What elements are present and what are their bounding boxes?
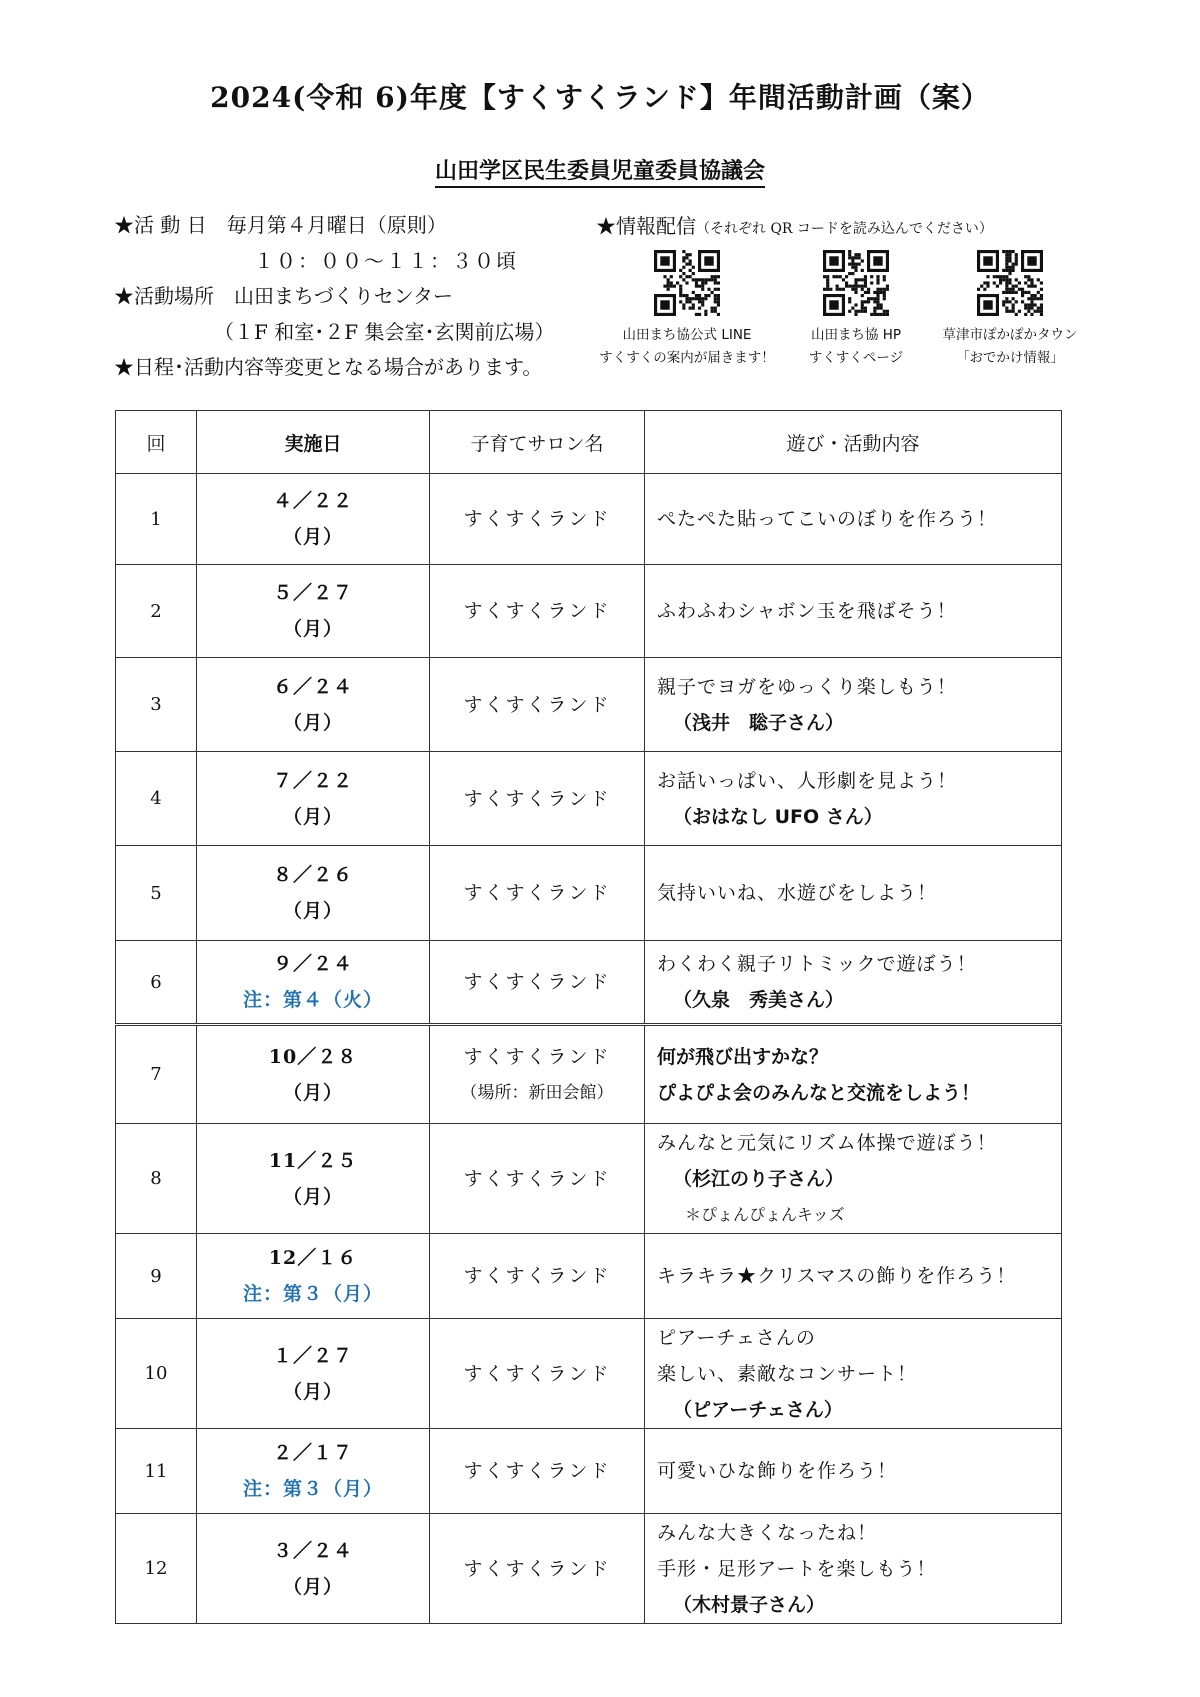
table-row [116, 1319, 1062, 1429]
row-num: 2 [116, 565, 197, 658]
qr-caption-hp-2: すくすくページ [808, 350, 904, 366]
date-value: ８／２６ [272, 864, 353, 886]
qr-caption-line-1: 山田まち協公式 LINE [622, 327, 752, 343]
row-date [197, 1514, 430, 1624]
activity-place: ★活動場所 山田まちづくりセンター [114, 284, 453, 308]
qr-caption-hp [766, 324, 946, 370]
row-salon: すくすくランド [430, 474, 645, 565]
activity-place-detail: （１F 和室･２F 集会室･玄関前広場） [214, 319, 555, 344]
row-num: 5 [116, 846, 197, 941]
row-activity [645, 1429, 1062, 1514]
date-value: 12／１６ [268, 1247, 358, 1269]
qr-caption-hp-1: 山田まち協 HP [810, 327, 902, 343]
row-date [197, 1025, 430, 1124]
row-num: 8 [116, 1124, 197, 1234]
row-num: 6 [116, 941, 197, 1025]
date-note: 注：第４（火） [242, 989, 383, 1011]
qr-caption-town-1: 草津市ぽかぽかタウン [942, 327, 1078, 343]
activity-info [114, 208, 554, 386]
row-salon [430, 1025, 645, 1124]
table-row [116, 941, 1062, 1025]
table-row [116, 752, 1062, 846]
qr-caption-town [920, 324, 1100, 370]
row-salon: すくすくランド [430, 941, 645, 1025]
activity-day: ★活 動 日 毎月第４月曜日（原則） [114, 213, 447, 237]
activity-text: キラキラ★クリスマスの飾りを作ろう！ [657, 1265, 1017, 1287]
row-activity [645, 1124, 1062, 1234]
date-note: 注：第３（月） [242, 1478, 383, 1500]
activity-text: みんな大きくなったね！ [657, 1521, 878, 1544]
date-weekday: （月） [282, 711, 343, 734]
qr-code-hp-icon[interactable] [823, 250, 889, 316]
salon-place: （場所：新田会館） [460, 1082, 614, 1103]
qr-heading-note: （それぞれ QR コードを読み込んでください） [696, 221, 993, 237]
row-num: 3 [116, 658, 197, 752]
table-row [116, 565, 1062, 658]
row-num: 1 [116, 474, 197, 565]
table-header-row [116, 411, 1062, 474]
activity-extra: ＊ぴょんぴょんキッズ [685, 1204, 845, 1224]
date-weekday: （月） [282, 1380, 343, 1403]
qr-code-line-icon[interactable] [654, 250, 720, 316]
header-date: 実施日 [197, 411, 430, 474]
document-title: 2024(令和 6)年度【すくすくランド】年間活動計画（案） [210, 81, 990, 114]
activity-guest: （木村景子さん） [673, 1593, 826, 1616]
row-date [197, 1319, 430, 1429]
date-value: 11／２５ [268, 1149, 358, 1172]
activity-text: 親子でヨガをゆっくり楽しもう！ [657, 675, 957, 698]
row-salon: すくすくランド [430, 752, 645, 846]
salon-name: すくすくランド [463, 1045, 611, 1068]
table-row [116, 658, 1062, 752]
activity-text: 気持いいね、水遊びをしよう！ [657, 882, 938, 904]
row-date [197, 565, 430, 658]
qr-caption-line [597, 324, 777, 370]
organization-label: 山田学区民生委員児童委員協議会 [435, 158, 765, 188]
table-row [116, 1124, 1062, 1234]
table-row [116, 1514, 1062, 1624]
activity-guest: （久泉 秀美さん） [673, 989, 845, 1011]
row-activity [645, 1234, 1062, 1319]
row-salon: すくすくランド [430, 1429, 645, 1514]
date-weekday: （月） [282, 805, 343, 828]
activity-text: ふわふわシャボン玉を飛ばそう！ [657, 600, 957, 622]
activity-guest: （浅井 聡子さん） [673, 711, 845, 734]
row-activity [645, 846, 1062, 941]
table-row [116, 1429, 1062, 1514]
activity-guest: （杉江のり子さん） [673, 1167, 845, 1190]
row-date [197, 474, 430, 565]
row-salon: すくすくランド [430, 1124, 645, 1234]
qr-heading [596, 210, 993, 239]
row-salon: すくすくランド [430, 1234, 645, 1319]
qr-code-town-icon[interactable] [977, 250, 1043, 316]
activity-text: みんなと元気にリズム体操で遊ぼう！ [657, 1131, 997, 1154]
row-salon: すくすくランド [430, 1514, 645, 1624]
date-value: ２／１７ [272, 1442, 353, 1464]
header-salon: 子育てサロン名 [430, 411, 645, 474]
row-date [197, 1124, 430, 1234]
row-activity [645, 1319, 1062, 1429]
date-value: ４／２２ [272, 490, 353, 512]
change-notice: ★日程･活動内容等変更となる場合があります。 [114, 355, 543, 379]
date-weekday: （月） [282, 1081, 343, 1104]
qr-heading-label: ★情報配信 [596, 214, 696, 238]
row-date [197, 752, 430, 846]
date-weekday: （月） [282, 618, 343, 640]
activity-text: ピアーチェさんの [657, 1326, 816, 1349]
date-value: １／２７ [272, 1344, 353, 1367]
qr-caption-line-2: すくすくの案内が届きます！ [599, 350, 775, 366]
row-activity [645, 1514, 1062, 1624]
date-value: ６／２４ [272, 675, 353, 698]
date-weekday: （月） [282, 900, 343, 922]
activity-text: 何が飛び出すかな？ [657, 1045, 829, 1068]
activity-text-2: ぴよぴよ会のみんなと交流をしよう！ [657, 1081, 981, 1104]
activity-text: ぺたぺた貼ってこいのぼりを作ろう！ [657, 508, 998, 530]
date-value: 10／２８ [268, 1045, 358, 1068]
schedule-table [115, 410, 1062, 1624]
table-row [116, 1234, 1062, 1319]
row-num: 12 [116, 1514, 197, 1624]
row-salon: すくすくランド [430, 565, 645, 658]
row-num: 10 [116, 1319, 197, 1429]
row-date [197, 1234, 430, 1319]
row-num: 9 [116, 1234, 197, 1319]
date-value: ７／２２ [272, 769, 353, 792]
row-activity [645, 658, 1062, 752]
date-value: ５／２７ [272, 582, 353, 604]
date-value: ３／２４ [272, 1539, 353, 1562]
date-weekday: （月） [282, 526, 343, 548]
row-activity [645, 565, 1062, 658]
activity-guest: （ピアーチェさん） [673, 1398, 843, 1421]
date-weekday: （月） [282, 1185, 343, 1208]
activity-text: わくわく親子リトミックで遊ぼう！ [657, 953, 977, 975]
row-activity [645, 474, 1062, 565]
activity-text: 可愛いひな飾りを作ろう！ [657, 1460, 898, 1482]
row-date [197, 941, 430, 1025]
date-note: 注：第３（月） [242, 1283, 383, 1305]
row-salon: すくすくランド [430, 1319, 645, 1429]
qr-caption-town-2: 「おでかけ情報」 [956, 350, 1064, 366]
row-num: 11 [116, 1429, 197, 1514]
activity-text-2: 楽しい、素敵なコンサート！ [657, 1362, 918, 1385]
table-row [116, 1025, 1062, 1124]
row-activity [645, 752, 1062, 846]
header-activity: 遊び・活動内容 [645, 411, 1062, 474]
activity-time: １０：００～１１：３０頃 [254, 248, 518, 273]
row-activity [645, 1025, 1062, 1124]
activity-guest: （おはなし UFO さん） [673, 805, 883, 828]
row-date [197, 658, 430, 752]
table-row [116, 846, 1062, 941]
row-num: 7 [116, 1025, 197, 1124]
organization-name [0, 154, 1200, 185]
header-num: 回 [116, 411, 197, 474]
row-date [197, 1429, 430, 1514]
activity-text: お話いっぱい、人形劇を見よう！ [657, 769, 958, 792]
row-salon: すくすくランド [430, 658, 645, 752]
row-date [197, 846, 430, 941]
row-activity [645, 941, 1062, 1025]
date-value: ９／２４ [272, 953, 353, 975]
activity-text-2: 手形・足形アートを楽しもう！ [657, 1557, 937, 1580]
table-row [116, 474, 1062, 565]
date-weekday: （月） [282, 1575, 343, 1598]
row-num: 4 [116, 752, 197, 846]
row-salon: すくすくランド [430, 846, 645, 941]
